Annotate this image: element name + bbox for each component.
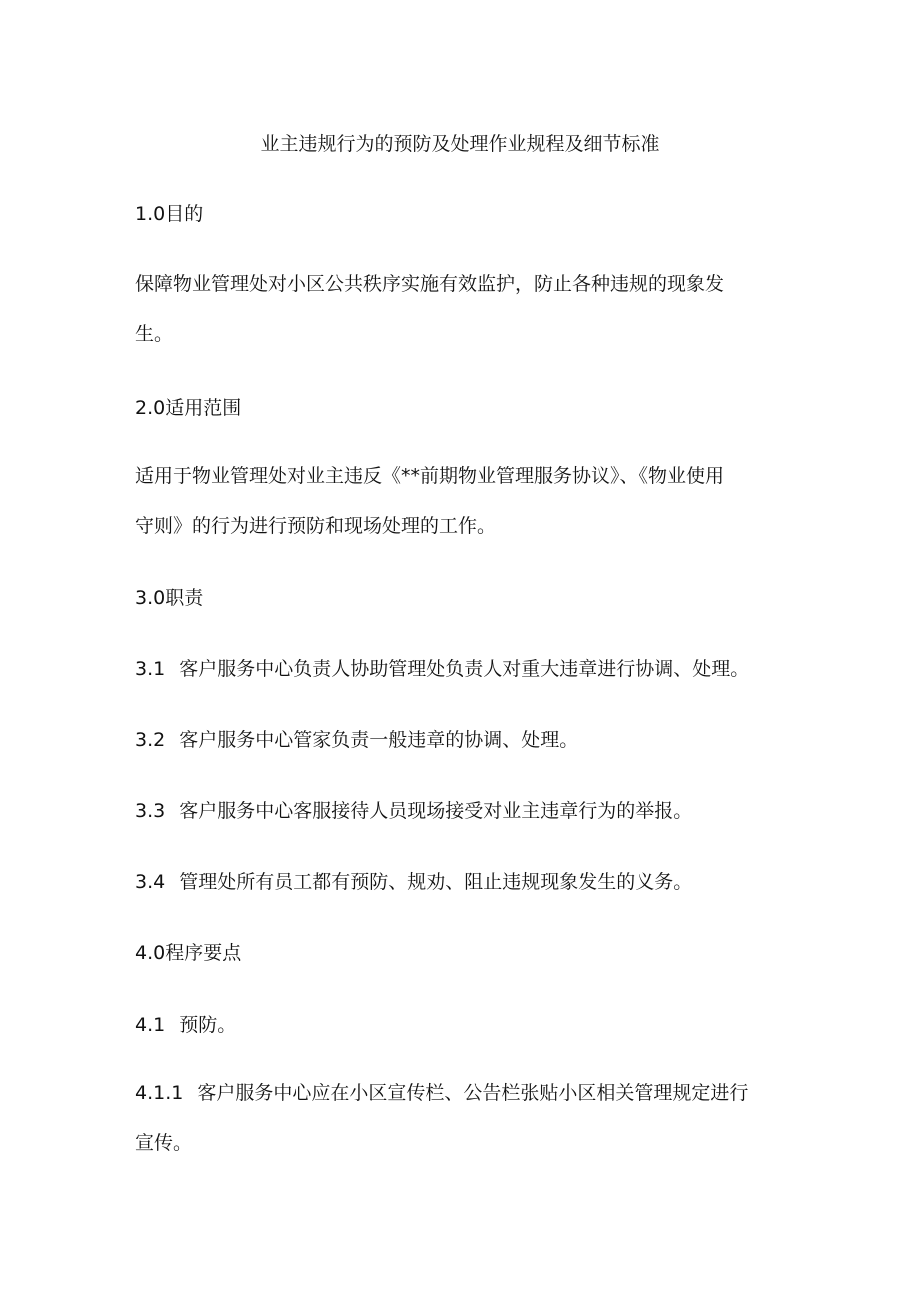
section-2-paragraph-line-2: 守则》的行为进行预防和现场处理的工作。 [135,515,497,537]
item-text: 预防。 [179,1014,237,1036]
item-number: 4.1.1 [135,1082,184,1104]
section-1-paragraph [135,259,785,359]
list-item [135,797,785,825]
item-text: 客户服务中心负责人协助管理处负责人对重大违章进行协调、处理。 [179,658,750,680]
item-number: 3.1 [135,658,166,680]
item-line-2: 宣传。 [135,1132,193,1154]
item-number: 3.2 [135,729,166,751]
list-item [135,1011,785,1039]
item-number: 3.3 [135,800,166,822]
section-2-heading: 2.0适用范围 [135,397,242,419]
item-number: 4.1 [135,1014,166,1036]
item-text: 客户服务中心应在小区宣传栏、公告栏张贴小区相关管理规定进行 [197,1082,749,1104]
section-3-heading: 3.0职责 [135,587,204,609]
section-1-heading: 1.0目的 [135,203,204,225]
item-text: 管理处所有员工都有预防、规劝、阻止违规现象发生的义务。 [179,871,693,893]
section-2-paragraph [135,451,785,551]
list-item [135,655,785,683]
section-1-paragraph-line-1: 保障物业管理处对小区公共秩序实施有效监护，防止各种违规的现象发 [135,273,725,295]
document-title: 业主违规行为的预防及处理作业规程及细节标准 [260,133,660,155]
item-text: 客户服务中心客服接待人员现场接受对业主违章行为的举报。 [179,800,693,822]
section-4-heading: 4.0程序要点 [135,942,242,964]
list-item [135,726,785,754]
item-line-1 [135,1068,785,1118]
section-2-paragraph-line-1: 适用于物业管理处对业主违反《**前期物业管理服务协议》、《物业使用 [135,465,725,487]
item-number: 3.4 [135,871,166,893]
item-text: 客户服务中心管家负责一般违章的协调、处理。 [179,729,579,751]
section-1-paragraph-line-2: 生。 [135,323,174,345]
list-item [135,868,785,896]
list-item [135,1068,785,1168]
